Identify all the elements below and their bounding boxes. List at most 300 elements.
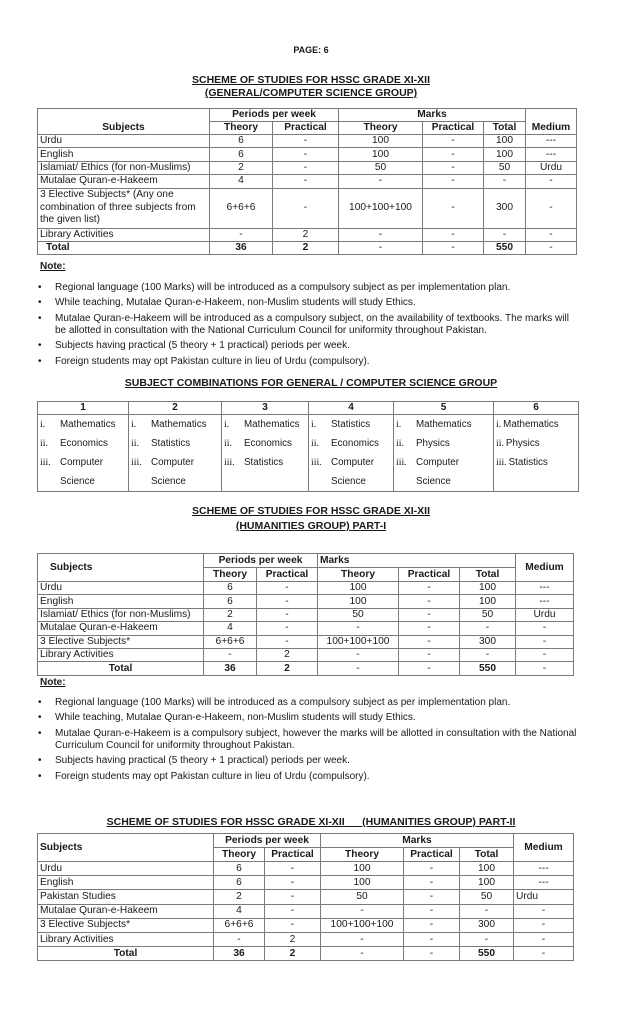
item-subject: Statistics (244, 457, 284, 468)
combination-cell (222, 415, 309, 492)
periods-theory-cell: 6+6+6 (210, 188, 273, 228)
header-medium: Medium (514, 834, 574, 862)
periods-theory-cell: 4 (204, 622, 257, 635)
subject-cell: Library Activities (38, 932, 214, 946)
header-periods: Periods per week (214, 834, 321, 848)
medium-cell: --- (516, 595, 574, 608)
marks-practical-cell: - (404, 862, 460, 876)
medium-cell: - (516, 622, 574, 635)
table-row (38, 175, 577, 188)
marks-practical-cell: - (404, 890, 460, 904)
combination-item (394, 415, 493, 434)
periods-practical-cell: 2 (273, 228, 339, 241)
periods-theory-cell: 6 (214, 862, 265, 876)
item-subject: Computer (151, 457, 195, 468)
marks-theory-cell: 100 (339, 148, 423, 161)
medium-cell: --- (516, 582, 574, 595)
humanities1-note-label: Note: (40, 677, 66, 688)
humanities1-scheme-table (37, 553, 574, 676)
periods-theory-cell: - (210, 228, 273, 241)
table-row (38, 876, 574, 890)
humanities1-rows (38, 582, 574, 676)
humanities1-notes-list (38, 697, 578, 786)
marks-theory-cell: 100+100+100 (321, 918, 404, 932)
table-row (38, 148, 577, 161)
item-numeral: ii. (496, 438, 504, 449)
item-subject: Statistics (331, 419, 371, 430)
marks-total-cell: 100 (460, 876, 514, 890)
periods-practical-cell: 2 (265, 932, 321, 946)
table-row (38, 608, 574, 621)
marks-total-cell: 300 (484, 188, 526, 228)
item-subject: Economics (331, 438, 379, 449)
total-row (38, 662, 574, 675)
periods-practical-cell: - (265, 862, 321, 876)
header-periods-practical: Practical (273, 122, 339, 135)
note-text: Mutalae Quran-e-Hakeem is a compulsory subject, however the marks will be allotted in consultation with the National Curriculum Council for uniformity throughout Pakistan. (55, 727, 577, 751)
item-subject: Mathematics (151, 419, 207, 430)
marks-total-cell: 50 (484, 161, 526, 174)
marks-practical-cell: - (399, 635, 460, 648)
header-periods: Periods per week (204, 554, 318, 568)
header-marks-total: Total (460, 848, 514, 862)
periods-theory-cell: 6 (204, 595, 257, 608)
periods-practical-cell: - (257, 608, 318, 621)
marks-total-cell: 100 (484, 148, 526, 161)
subject-cell: Mutalae Quran-e-Hakeem (38, 175, 210, 188)
periods-practical-cell: - (265, 876, 321, 890)
header-medium: Medium (516, 554, 574, 582)
marks-theory-cell: 50 (321, 890, 404, 904)
combination-header: 2 (129, 402, 222, 415)
marks-total-cell: 550 (460, 947, 514, 961)
bullet-icon: • (38, 697, 42, 708)
subject-cell: Urdu (38, 862, 214, 876)
note-item (38, 728, 578, 752)
item-continuation: Science (416, 476, 451, 487)
item-subject: Computer (331, 457, 375, 468)
subject-cell: Islamiat/ Ethics (for non-Muslims) (38, 161, 210, 174)
periods-theory-cell: 2 (204, 608, 257, 621)
periods-theory-cell: 2 (214, 890, 265, 904)
marks-total-cell: 550 (460, 662, 516, 675)
marks-theory-cell: 100 (318, 582, 399, 595)
total-row (38, 947, 574, 961)
marks-theory-cell: - (339, 241, 423, 254)
note-item (38, 297, 578, 309)
marks-theory-cell: 100+100+100 (339, 188, 423, 228)
note-text: Subjects having practical (5 theory + 1 practical) periods per week. (55, 755, 350, 767)
item-numeral: ii. (40, 438, 48, 449)
item-continuation: Science (60, 476, 95, 487)
combination-item (394, 453, 493, 472)
header-periods-practical: Practical (265, 848, 321, 862)
marks-theory-cell: - (321, 904, 404, 918)
general-rows (38, 135, 577, 255)
periods-theory-cell: 6+6+6 (204, 635, 257, 648)
item-numeral: ii. (224, 438, 232, 449)
combination-header: 1 (38, 402, 129, 415)
medium-cell: Urdu (526, 161, 577, 174)
table-row (38, 918, 574, 932)
marks-total-cell: 50 (460, 890, 514, 904)
periods-practical-cell: - (265, 918, 321, 932)
combination-cell (129, 415, 222, 492)
note-text: Foreign students may opt Pakistan culture in lieu of Urdu (compulsory). (55, 770, 370, 782)
table-row (38, 648, 574, 661)
item-subject: Computer (60, 457, 104, 468)
marks-practical-cell: - (423, 175, 484, 188)
page-number: PAGE: 6 (293, 45, 329, 55)
periods-theory-cell: 4 (210, 175, 273, 188)
header-marks-total: Total (460, 568, 516, 582)
general-scheme-table (37, 108, 577, 255)
combination-item (222, 415, 308, 434)
marks-total-cell: - (460, 904, 514, 918)
bullet-icon: • (38, 727, 42, 739)
medium-cell: --- (526, 135, 577, 148)
marks-total-cell: 100 (460, 862, 514, 876)
periods-practical-cell: - (257, 582, 318, 595)
table-row (38, 135, 577, 148)
combination-item (222, 434, 308, 453)
subject-cell: Mutalae Quran-e-Hakeem (38, 622, 204, 635)
marks-total-cell: - (460, 932, 514, 946)
subject-cell: English (38, 148, 210, 161)
header-marks-theory: Theory (318, 568, 399, 582)
table-row (38, 862, 574, 876)
header-marks-theory: Theory (339, 122, 423, 135)
periods-theory-cell: 6 (210, 148, 273, 161)
bullet-icon: • (38, 282, 42, 293)
periods-theory-cell: 6 (214, 876, 265, 890)
marks-practical-cell: - (404, 876, 460, 890)
periods-practical-cell: - (257, 622, 318, 635)
periods-practical-cell: - (257, 595, 318, 608)
table-row (38, 582, 574, 595)
marks-total-cell: 300 (460, 918, 514, 932)
header-marks-theory: Theory (321, 848, 404, 862)
subject-cell: English (38, 876, 214, 890)
header-subjects: Subjects (38, 554, 204, 582)
humanities2-title: SCHEME OF STUDIES FOR HSSC GRADE XI-XII (HUMANITIES GROUP) PART-II (106, 816, 516, 828)
periods-practical-cell: 2 (265, 947, 321, 961)
marks-practical-cell: - (404, 918, 460, 932)
periods-theory-cell: 36 (210, 241, 273, 254)
item-subject: Physics (416, 438, 450, 449)
table-row (38, 188, 577, 228)
medium-cell: Urdu (516, 608, 574, 621)
marks-theory-cell: 50 (339, 161, 423, 174)
subject-cell: 3 Elective Subjects* (38, 918, 214, 932)
combination-item (129, 415, 221, 434)
combinations-title: SUBJECT COMBINATIONS FOR GENERAL / COMPUTER SCIENCE GROUP (124, 377, 498, 389)
item-numeral: i. (131, 419, 137, 430)
periods-theory-cell: 4 (214, 904, 265, 918)
header-subjects: Subjects (38, 834, 214, 862)
note-text: Foreign students may opt Pakistan culture in lieu of Urdu (compulsory). (55, 355, 370, 367)
general-note-label: Note: (40, 261, 66, 272)
marks-theory-cell: 50 (318, 608, 399, 621)
item-numeral: i. (396, 419, 402, 430)
combinations-header-row (38, 402, 579, 415)
table-row (38, 635, 574, 648)
bullet-icon: • (38, 312, 42, 324)
combination-cell (38, 415, 129, 492)
medium-cell: Urdu (514, 890, 574, 904)
note-text: While teaching, Mutalae Quran-e-Hakeem, non-Muslim students will study Ethics. (55, 297, 416, 309)
medium-cell: - (526, 188, 577, 228)
header-periods-practical: Practical (257, 568, 318, 582)
marks-theory-cell: 100 (318, 595, 399, 608)
marks-theory-cell: 100 (321, 876, 404, 890)
combination-cell (309, 415, 394, 492)
periods-theory-cell: 36 (214, 947, 265, 961)
marks-theory-cell: - (321, 932, 404, 946)
combination-header: 6 (494, 402, 579, 415)
item-continuation: Science (331, 476, 366, 487)
item-numeral: i. (311, 419, 317, 430)
header-marks-practical: Practical (404, 848, 460, 862)
humanities2-scheme-table (37, 833, 574, 961)
header-marks: Marks (321, 834, 514, 848)
note-text: Regional language (100 Marks) will be introduced as a compulsory subject as per implementation plan. (55, 697, 511, 708)
combinations-table (37, 401, 579, 492)
item-numeral: ii. (311, 438, 319, 449)
item-subject: Physics (505, 438, 540, 449)
combination-item (129, 453, 221, 472)
periods-theory-cell: - (214, 932, 265, 946)
total-row (38, 241, 577, 254)
item-subject: Statistics (151, 438, 191, 449)
note-item (38, 697, 578, 709)
medium-cell: - (516, 635, 574, 648)
periods-theory-cell: - (204, 648, 257, 661)
periods-theory-cell: 2 (210, 161, 273, 174)
bullet-icon: • (38, 712, 42, 724)
header-subjects: Subjects (38, 109, 210, 135)
medium-cell: - (514, 918, 574, 932)
combination-cell (494, 415, 579, 492)
combination-header: 4 (309, 402, 394, 415)
medium-cell: - (514, 904, 574, 918)
periods-practical-cell: 2 (257, 662, 318, 675)
periods-practical-cell: - (273, 188, 339, 228)
combination-cell (394, 415, 494, 492)
subject-cell: Library Activities (38, 228, 210, 241)
combination-item (38, 415, 128, 434)
combination-item (38, 453, 128, 472)
combination-item (494, 434, 578, 453)
item-numeral: i. (40, 419, 46, 430)
marks-practical-cell: - (399, 662, 460, 675)
medium-cell: --- (526, 148, 577, 161)
item-numeral: i. (224, 419, 230, 430)
table-row (38, 622, 574, 635)
combination-item (309, 415, 393, 434)
header-marks-practical: Practical (399, 568, 460, 582)
header-periods-theory: Theory (204, 568, 257, 582)
marks-total-cell: 100 (460, 582, 516, 595)
bullet-icon: • (38, 755, 42, 767)
periods-practical-cell: - (273, 175, 339, 188)
periods-practical-cell: 2 (273, 241, 339, 254)
subject-cell: Pakistan Studies (38, 890, 214, 904)
periods-theory-cell: 36 (204, 662, 257, 675)
marks-theory-cell: 100+100+100 (318, 635, 399, 648)
humanities2-rows (38, 862, 574, 961)
item-numeral: iii. (40, 457, 51, 468)
humanities1-title-line2: (HUMANITIES GROUP) PART-I (235, 520, 387, 532)
item-subject: Economics (244, 438, 292, 449)
marks-total-cell: 550 (484, 241, 526, 254)
subject-cell: 3 Elective Subjects* (Any one combination of three subjects from the given list) (38, 188, 210, 228)
marks-total-cell: - (484, 228, 526, 241)
periods-practical-cell: - (265, 904, 321, 918)
item-subject: Mathematics (60, 419, 116, 430)
periods-theory-cell: 6 (204, 582, 257, 595)
item-subject: Statistics (508, 457, 548, 468)
marks-total-cell: - (460, 622, 516, 635)
subject-cell: Islamiat/ Ethics (for non-Muslims) (38, 608, 204, 621)
medium-cell: - (514, 947, 574, 961)
subject-cell: English (38, 595, 204, 608)
medium-cell: --- (514, 876, 574, 890)
general-title-line1: SCHEME OF STUDIES FOR HSSC GRADE XI-XII (191, 74, 431, 86)
item-subject: Mathematics (503, 419, 559, 430)
note-text: Mutalae Quran-e-Hakeem will be introduced as a compulsory subject, on the availability of textbooks. The marks will be allotted in consultation with the National Curriculum Council for uniformity throughout Pakistan. (55, 312, 569, 336)
combination-item (309, 453, 393, 472)
bullet-icon: • (38, 355, 42, 367)
item-numeral: i. (496, 419, 502, 430)
marks-practical-cell: - (399, 582, 460, 595)
marks-practical-cell: - (399, 648, 460, 661)
note-text: While teaching, Mutalae Quran-e-Hakeem, non-Muslim students will study Ethics. (55, 712, 416, 724)
marks-practical-cell: - (423, 188, 484, 228)
subject-cell: 3 Elective Subjects* (38, 635, 204, 648)
marks-total-cell: 100 (460, 595, 516, 608)
periods-practical-cell: - (257, 635, 318, 648)
item-numeral: iii. (311, 457, 322, 468)
combination-item (129, 434, 221, 453)
marks-total-cell: - (484, 175, 526, 188)
item-numeral: iii. (131, 457, 142, 468)
periods-practical-cell: - (273, 135, 339, 148)
combination-item (394, 434, 493, 453)
medium-cell: - (526, 175, 577, 188)
bullet-icon: • (38, 297, 42, 309)
marks-practical-cell: - (404, 932, 460, 946)
subject-cell: Library Activities (38, 648, 204, 661)
header-periods: Periods per week (210, 109, 339, 122)
marks-theory-cell: - (318, 662, 399, 675)
marks-practical-cell: - (404, 904, 460, 918)
marks-practical-cell: - (423, 148, 484, 161)
note-item (38, 755, 578, 767)
combination-header: 5 (394, 402, 494, 415)
marks-practical-cell: - (423, 135, 484, 148)
item-subject: Economics (60, 438, 108, 449)
item-numeral: iii. (224, 457, 235, 468)
marks-practical-cell: - (404, 947, 460, 961)
medium-cell: - (526, 241, 577, 254)
marks-practical-cell: - (423, 161, 484, 174)
item-numeral: iii. (396, 457, 407, 468)
header-marks-practical: Practical (423, 122, 484, 135)
medium-cell: - (526, 228, 577, 241)
periods-theory-cell: 6 (210, 135, 273, 148)
bullet-icon: • (38, 770, 42, 782)
marks-theory-cell: 100 (321, 862, 404, 876)
marks-practical-cell: - (423, 228, 484, 241)
subject-cell: Total (38, 662, 204, 675)
marks-theory-cell: - (321, 947, 404, 961)
note-text: Regional language (100 Marks) will be introduced as a compulsory subject as per implementation plan. (55, 282, 511, 293)
note-item (38, 356, 578, 368)
marks-practical-cell: - (399, 608, 460, 621)
item-subject: Mathematics (416, 419, 472, 430)
item-subject: Computer (416, 457, 460, 468)
table-row (38, 904, 574, 918)
marks-total-cell: 300 (460, 635, 516, 648)
marks-theory-cell: - (318, 622, 399, 635)
humanities1-title-line1: SCHEME OF STUDIES FOR HSSC GRADE XI-XII (191, 505, 431, 517)
subject-cell: Mutalae Quran-e-Hakeem (38, 904, 214, 918)
combination-item (38, 434, 128, 453)
table-row (38, 932, 574, 946)
note-item (38, 282, 578, 294)
combination-item (309, 434, 393, 453)
bullet-icon: • (38, 340, 42, 352)
header-periods-theory: Theory (214, 848, 265, 862)
table-row (38, 228, 577, 241)
periods-practical-cell: 2 (257, 648, 318, 661)
periods-theory-cell: 6+6+6 (214, 918, 265, 932)
subject-cell: Total (38, 947, 214, 961)
combination-item (494, 453, 578, 472)
note-item (38, 771, 578, 783)
header-marks: Marks (318, 554, 516, 568)
note-item (38, 340, 578, 352)
medium-cell: - (514, 932, 574, 946)
marks-total-cell: - (460, 648, 516, 661)
marks-total-cell: 50 (460, 608, 516, 621)
medium-cell: --- (514, 862, 574, 876)
note-item (38, 712, 578, 724)
subject-cell: Total (38, 241, 210, 254)
combination-item (494, 415, 578, 434)
note-item (38, 313, 578, 337)
marks-theory-cell: - (339, 175, 423, 188)
item-numeral: ii. (131, 438, 139, 449)
marks-theory-cell: - (339, 228, 423, 241)
item-numeral: iii. (496, 457, 507, 468)
subject-cell: Urdu (38, 582, 204, 595)
combination-item (222, 453, 308, 472)
subject-cell: Urdu (38, 135, 210, 148)
item-subject: Mathematics (244, 419, 300, 430)
item-numeral: ii. (396, 438, 404, 449)
general-notes-list (38, 282, 578, 371)
marks-practical-cell: - (423, 241, 484, 254)
note-text: Subjects having practical (5 theory + 1 practical) periods per week. (55, 340, 350, 352)
marks-theory-cell: - (318, 648, 399, 661)
marks-total-cell: 100 (484, 135, 526, 148)
header-periods-theory: Theory (210, 122, 273, 135)
marks-practical-cell: - (399, 595, 460, 608)
header-marks: Marks (339, 109, 526, 122)
combinations-body-row (38, 415, 579, 492)
